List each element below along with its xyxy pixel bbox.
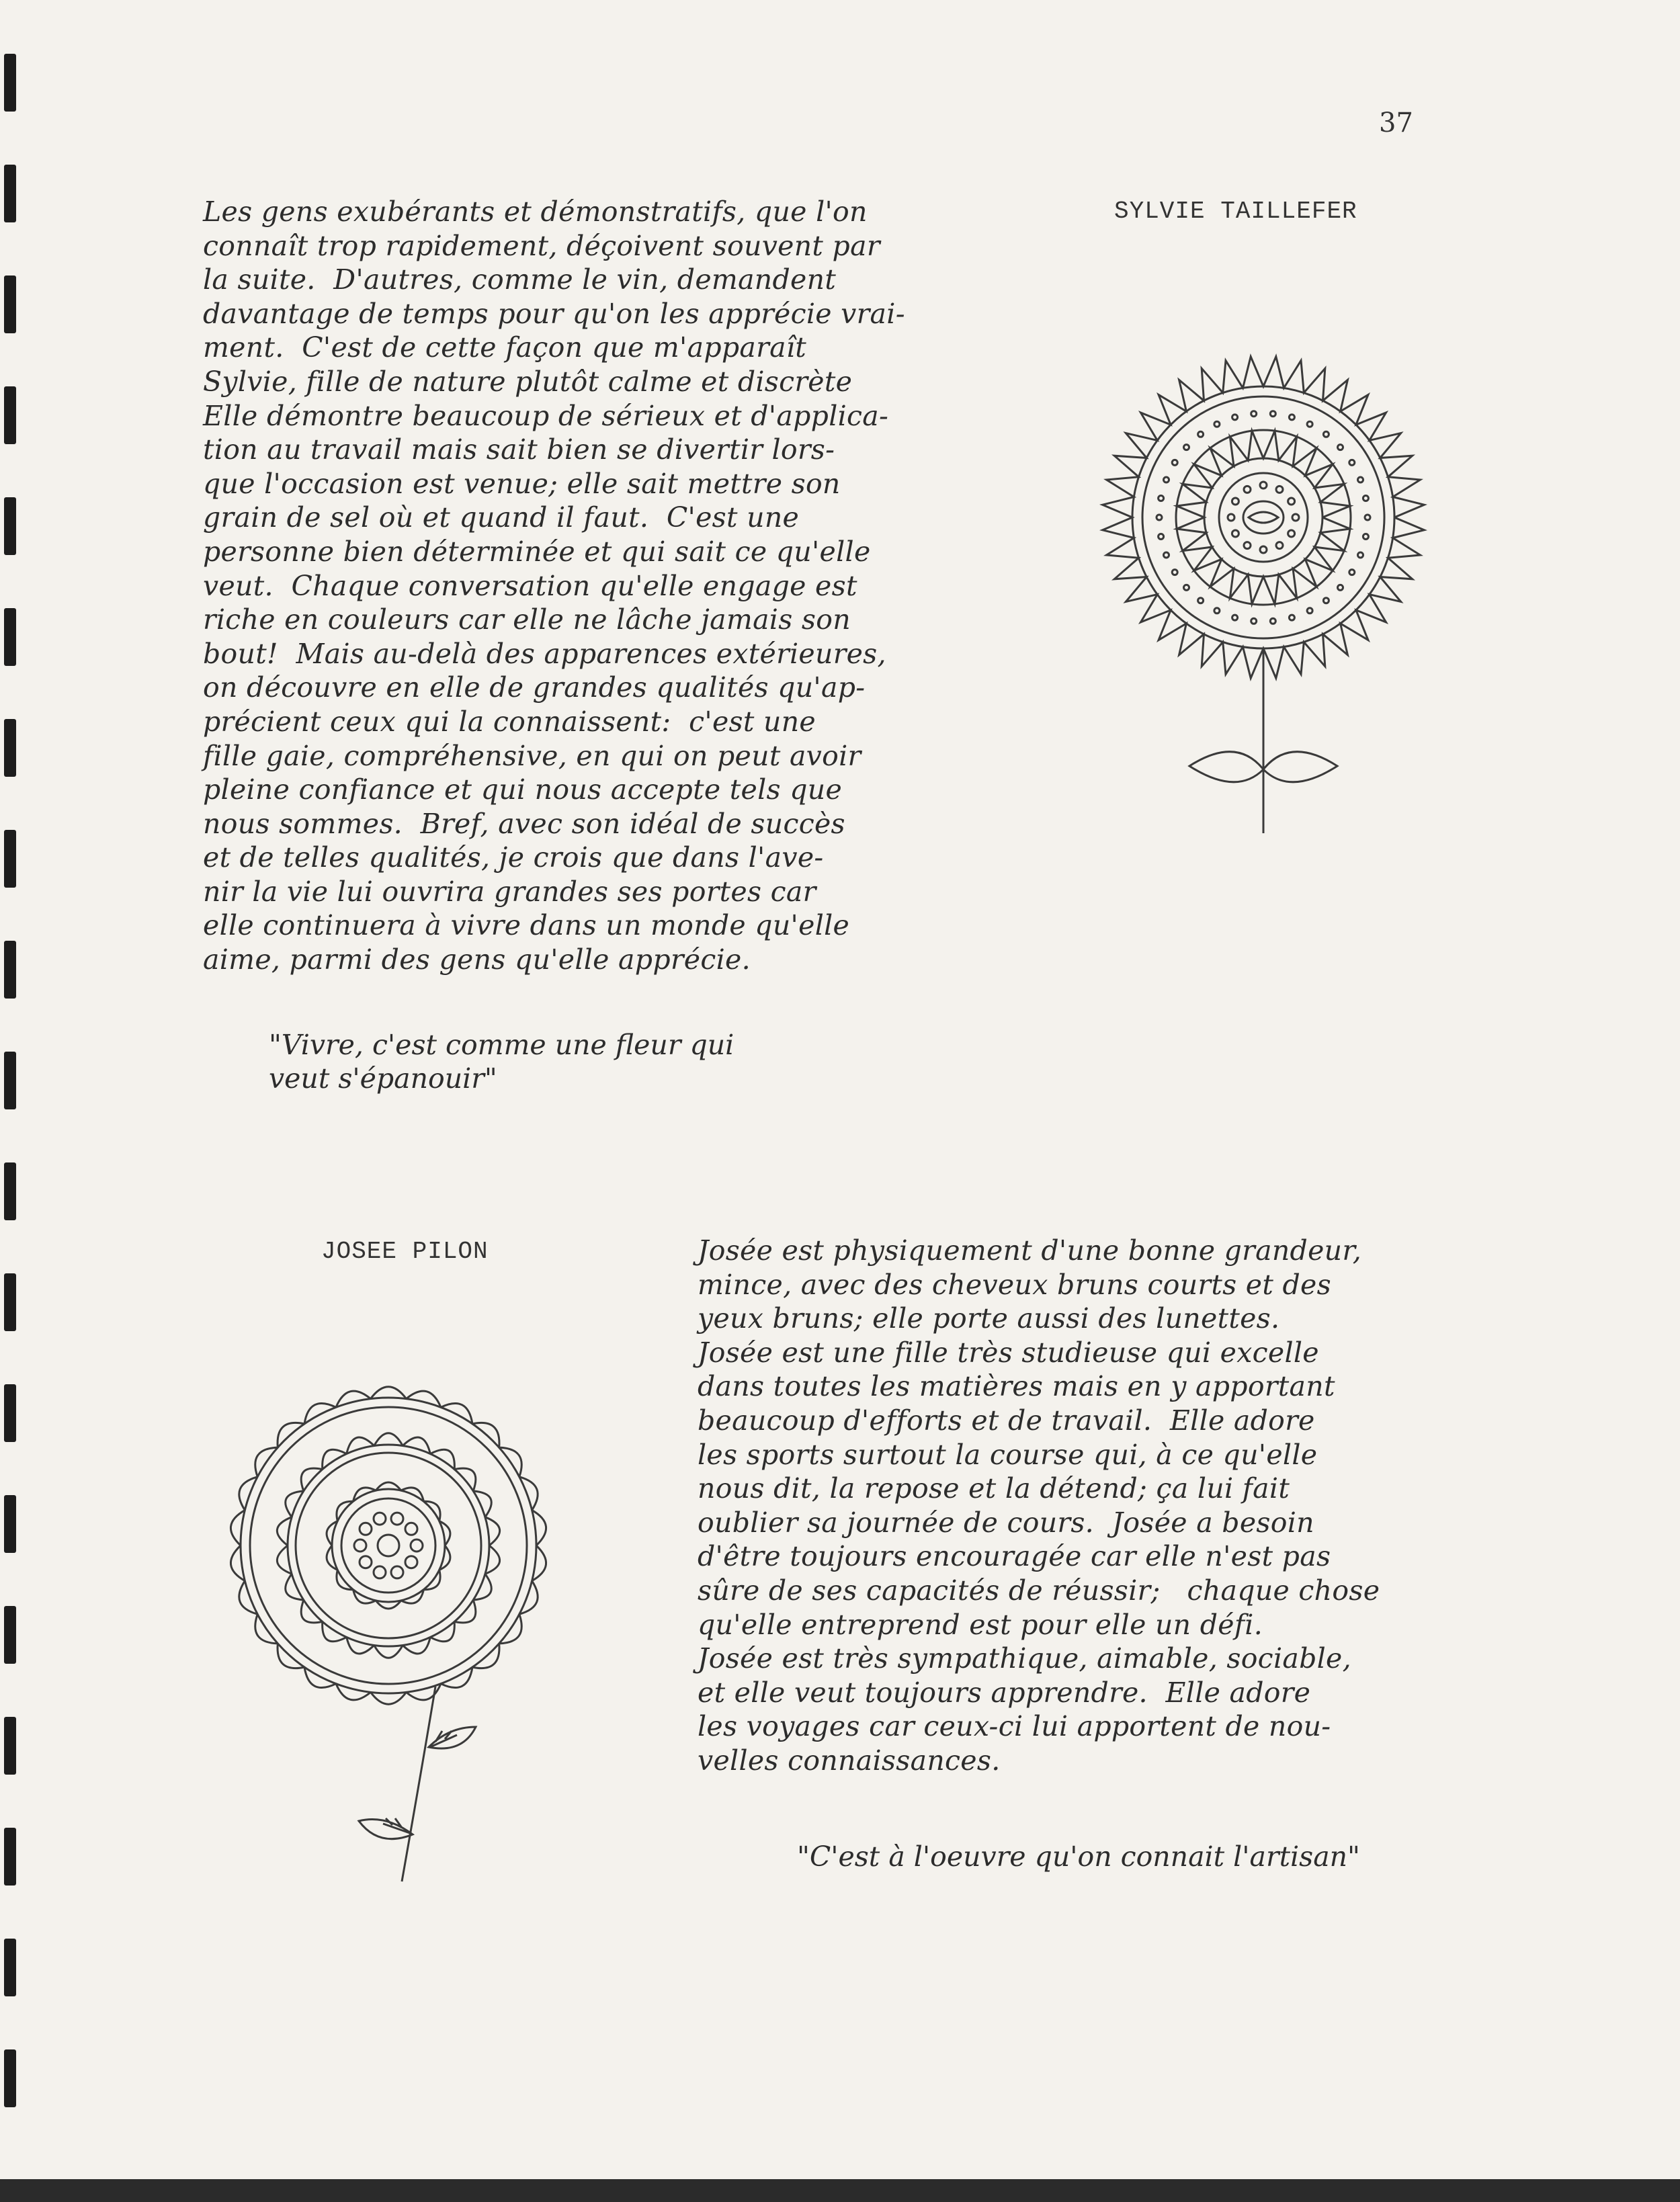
bio-line: mince, avec des cheveux bruns courts et des	[698, 1268, 1331, 1301]
bio-line: Josée est une fille très studieuse qui excelle	[698, 1336, 1319, 1369]
bio-line: et de telles qualités, je crois que dans l'ave-	[203, 841, 824, 874]
quote-sylvie	[269, 1028, 734, 1095]
binding-hole	[4, 719, 16, 777]
bio-line: Josée est physiquement d'une bonne grandeur,	[698, 1234, 1362, 1267]
binding-hole	[4, 608, 16, 666]
binding-hole	[4, 830, 16, 888]
bio-line: qu'elle entreprend est pour elle un défi.	[698, 1608, 1263, 1641]
bio-line: aime, parmi des gens qu'elle apprécie.	[203, 943, 751, 976]
bio-line: d'être toujours encouragée car elle n'est pas	[698, 1540, 1331, 1573]
bio-line: dans toutes les matières mais en y apportant	[698, 1370, 1335, 1403]
bio-line: les sports surtout la course qui, à ce qu'elle	[698, 1438, 1318, 1471]
bio-line: Les gens exubérants et démonstratifs, que l'on	[203, 196, 868, 228]
binding-hole	[4, 1052, 16, 1109]
bio-line: les voyages car ceux-ci lui apportent de nou-	[698, 1710, 1331, 1743]
page-bottom-edge	[0, 2179, 1680, 2202]
bio-line: Elle démontre beaucoup de sérieux et d'applica-	[203, 399, 889, 432]
binding-hole	[4, 1495, 16, 1553]
bio-line: Josée est très sympathique, aimable, sociable,	[698, 1642, 1351, 1675]
bio-line: précient ceux qui la connaissent: c'est une	[203, 705, 816, 738]
quote-line: veut s'épanouir"	[269, 1062, 497, 1095]
bio-line: velles connaissances.	[698, 1744, 1001, 1777]
student-name-sylvie: SYLVIE TAILLEFER	[1114, 198, 1357, 225]
binding-hole	[4, 2049, 16, 2107]
bio-line: pleine confiance et qui nous accepte tels que	[203, 773, 843, 806]
bio-line: nous sommes. Bref, avec son idéal de succès	[203, 807, 845, 840]
binding-hole	[4, 1717, 16, 1775]
bio-line: fille gaie, compréhensive, en qui on peut avoir	[203, 739, 862, 772]
bio-line: nous dit, la repose et la détend; ça lui fait	[698, 1472, 1290, 1505]
bio-line: riche en couleurs car elle ne lâche jamais son	[203, 603, 851, 636]
bio-line: sûre de ses capacités de réussir; chaque chose	[698, 1574, 1380, 1607]
binding-hole	[4, 497, 16, 555]
student-name-josee: JOSEE PILON	[321, 1238, 489, 1265]
binding-hole	[4, 1273, 16, 1331]
bio-line: davantage de temps pour qu'on les apprécie vrai-	[203, 297, 905, 330]
binding-hole	[4, 1162, 16, 1220]
bio-line: bout! Mais au-delà des apparences extérieures,	[203, 637, 886, 670]
bio-sylvie	[203, 195, 905, 977]
bio-line: connaît trop rapidement, déçoivent souvent par	[203, 229, 880, 262]
bio-line: et elle veut toujours apprendre. Elle adore	[698, 1676, 1311, 1709]
quote-line: "Vivre, c'est comme une fleur qui	[269, 1029, 734, 1061]
binding-hole	[4, 1384, 16, 1442]
binding-hole	[4, 941, 16, 999]
page-number: 37	[1379, 108, 1413, 138]
binding-hole	[4, 386, 16, 444]
bio-line: personne bien déterminée et qui sait ce qu'elle	[203, 535, 871, 568]
bio-line: grain de sel où et quand il faut. C'est une	[203, 501, 800, 534]
binding-hole	[4, 54, 16, 112]
bio-line: elle continuera à vivre dans un monde qu'elle	[203, 909, 850, 942]
bio-line: Sylvie, fille de nature plutôt calme et discrète	[203, 365, 853, 398]
quote-josee	[797, 1840, 1360, 1873]
bio-line: nir la vie lui ouvrira grandes ses portes car	[203, 875, 816, 908]
bio-line: ment. C'est de cette façon que m'apparaît	[203, 331, 807, 364]
bio-line: tion au travail mais sait bien se divertir lors-	[203, 433, 835, 466]
bio-line: que l'occasion est venue; elle sait mettre son	[203, 467, 841, 500]
bio-line: on découvre en elle de grandes qualités qu'ap-	[203, 671, 866, 704]
bio-josee	[698, 1234, 1380, 1778]
bio-line: la suite. D'autres, comme le vin, demandent	[203, 263, 837, 296]
bio-line: oublier sa journée de cours. Josée a besoin	[698, 1506, 1314, 1539]
bio-line: veut. Chaque conversation qu'elle engage est	[203, 569, 857, 602]
binding-hole	[4, 1828, 16, 1886]
sunflower-drawing	[1102, 349, 1425, 833]
binding-hole	[4, 276, 16, 333]
bio-line: beaucoup d'efforts et de travail. Elle adore	[698, 1404, 1315, 1437]
binding-hole	[4, 165, 16, 222]
binding-hole	[4, 1939, 16, 1996]
bio-line: yeux bruns; elle porte aussi des lunettes.	[698, 1302, 1280, 1335]
quote-line: "C'est à l'oeuvre qu'on connait l'artisan"	[797, 1840, 1360, 1873]
binding-hole	[4, 1606, 16, 1664]
scalloped-flower-drawing	[214, 1371, 563, 1881]
